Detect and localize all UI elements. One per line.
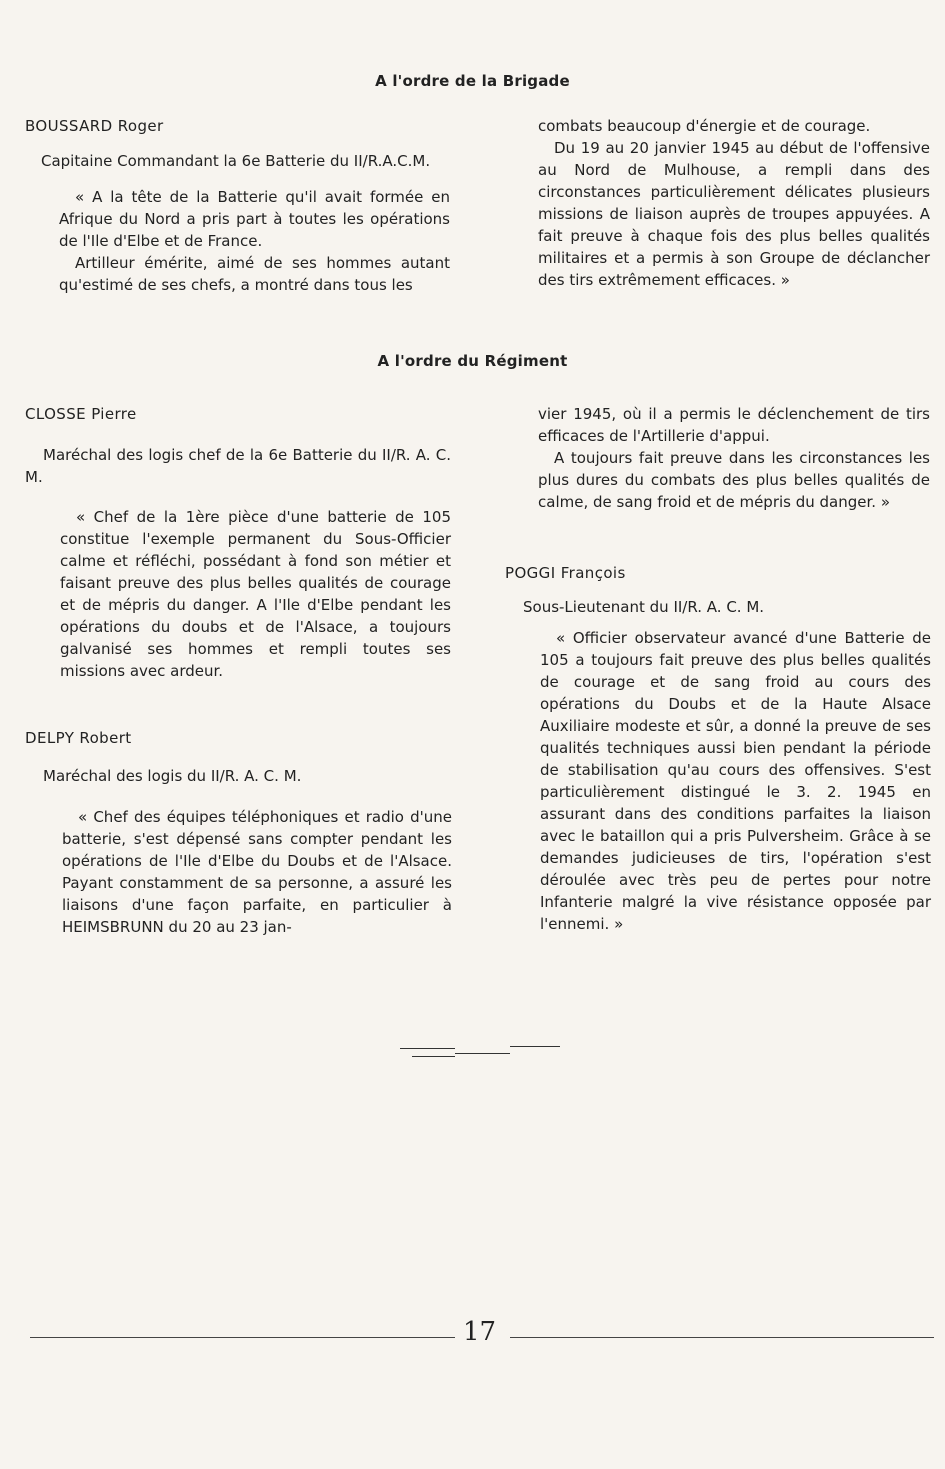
paragraph: « Officier observateur avancé d'une Batterie de 105 a toujours fait preuve des plus belles qualités de courage et de sang froid au cours des opérations du Doubs et de la Haute Alsace Auxiliaire modeste et sûr, a donné la preuve de ses qualités techniques aussi bien pendant la période de stabilisation qu'au cours des offensives. S'est particulièrement distingué le 3. 2. 1945 en assurant dans des conditions parfaites la liaison avec le bataillon qui a pris Pulversheim. Grâce à se demandes judicieuses de tirs, l'opération s'est déroulée avec très peu de pertes pour notre Infanterie malgré la vive résistance opposée par l'ennemi. » [540, 629, 931, 933]
paragraph: Artilleur émérite, aimé de ses hommes autant qu'estimé de ses chefs, a montré dans tous les [59, 254, 450, 294]
paragraph: « A la tête de la Batterie qu'il avait formée en Afrique du Nord a pris part à toutes les opérations de l'Ile d'Elbe et de France. [59, 188, 450, 250]
citation-name-poggi: POGGI François [505, 564, 626, 582]
page-number: 17 [463, 1317, 497, 1347]
rank-text: Maréchal des logis chef de la 6e Batterie du II/R. A. C. M. [25, 446, 451, 486]
citation-rank-delpy: Maréchal des logis du II/R. A. C. M. [43, 767, 302, 785]
citation-text-closse [60, 506, 451, 682]
citation-rank-poggi: Sous-Lieutenant du II/R. A. C. M. [523, 598, 765, 616]
separator-line [400, 1048, 455, 1049]
section-heading-regiment: A l'ordre du Régiment [377, 352, 568, 370]
paragraph: vier 1945, où il a permis le déclenchement de tirs efficaces de l'Artillerie d'appui. [538, 405, 930, 445]
footer-rule-left [30, 1337, 455, 1338]
paragraph: « Chef de la 1ère pièce d'une batterie de 105 constitue l'exemple permanent du Sous-Officier calme et réfléchi, possédant à fond son métier et faisant preuve des plus belles qualités de courage et de mépris du danger. A l'Ile d'Elbe pendant les opérations du doubs et de l'Alsace, a toujours galvanisé ses hommes et rempli toutes ses missions avec ardeur. [60, 508, 451, 680]
citation-rank-closse [25, 444, 451, 488]
citation-text-delpy-right [538, 403, 930, 513]
separator-line [510, 1046, 560, 1047]
footer-rule-right [510, 1337, 934, 1338]
citation-text-boussard-right [538, 115, 930, 291]
citation-text-delpy-left [62, 806, 452, 938]
citation-rank-boussard: Capitaine Commandant la 6e Batterie du II/R.A.C.M. [41, 152, 431, 170]
paragraph: A toujours fait preuve dans les circonstances les plus dures du combats des plus belles qualités de calme, de sang froid et de mépris du danger. » [538, 449, 930, 511]
paragraph: combats beaucoup d'énergie et de courage. [538, 117, 871, 135]
paragraph: Du 19 au 20 janvier 1945 au début de l'offensive au Nord de Mulhouse, a rempli dans des circonstances particulièrement délicates plusieurs missions de liaison auprès de troupes appuyées. A fait preuve à chaque fois des plus belles qualités militaires et a permis à son Groupe de déclancher des tirs extrêmement efficaces. » [538, 139, 930, 289]
citation-text-poggi [540, 627, 931, 935]
separator-line [455, 1053, 510, 1054]
citation-text-boussard-left [59, 186, 450, 296]
paragraph: « Chef des équipes téléphoniques et radio d'une batterie, s'est dépensé sans compter pendant les opérations de l'Ile d'Elbe du Doubs et de l'Alsace. Payant constamment de sa personne, a assuré les liaisons d'une façon parfaite, en particulier à HEIMSBRUNN du 20 au 23 jan- [62, 808, 452, 936]
section-heading-brigade: A l'ordre de la Brigade [375, 72, 570, 90]
separator-line [412, 1056, 455, 1057]
citation-name-delpy: DELPY Robert [25, 729, 132, 747]
citation-name-closse: CLOSSE Pierre [25, 405, 137, 423]
citation-name-boussard: BOUSSARD Roger [25, 117, 164, 135]
